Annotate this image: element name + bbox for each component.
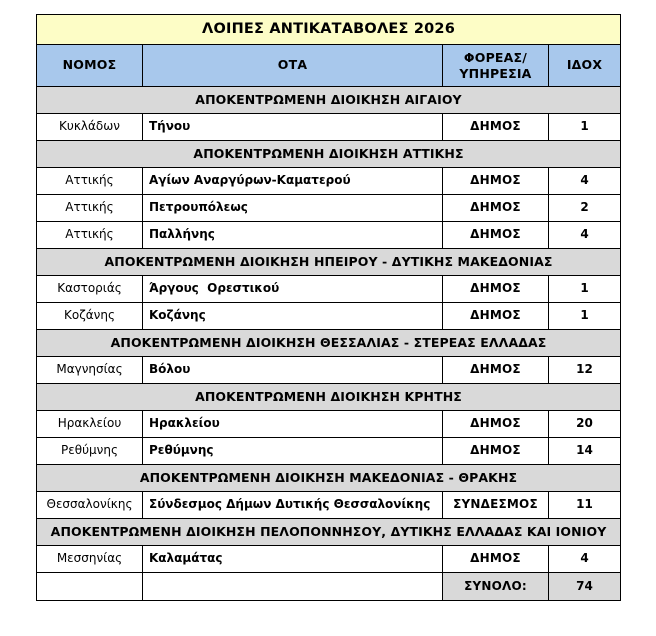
column-header-foreas-line1: ΦΟΡΕΑΣ/ [463,49,528,65]
cell-nomos: Κυκλάδων [37,114,143,141]
table-row [37,546,621,573]
cell-foreas: ΔΗΜΟΣ [443,546,549,573]
cell-ota: Παλλήνης [143,222,443,249]
table-row [37,114,621,141]
cell-ota: Άργους Ορεστικού [143,276,443,303]
section-header-row [37,141,621,168]
cell-ota: Τήνου [143,114,443,141]
cell-nomos: Καστοριάς [37,276,143,303]
section-header-row [37,330,621,357]
total-row [37,573,621,601]
section-header-label: ΑΠΟΚΕΝΤΡΩΜΕΝΗ ΔΙΟΙΚΗΣΗ ΠΕΛΟΠΟΝΝΗΣΟΥ, ΔΥΤΙΚΗΣ ΕΛΛΑΔΑΣ ΚΑΙ ΙΟΝΙΟΥ [37,519,621,546]
report-table-container [36,14,620,601]
table-body [37,87,621,573]
cell-nomos: Μεσσηνίας [37,546,143,573]
cell-ota: Αγίων Αναργύρων-Καματερού [143,168,443,195]
cell-nomos: Θεσσαλονίκης [37,492,143,519]
table-row [37,276,621,303]
section-header-label: ΑΠΟΚΕΝΤΡΩΜΕΝΗ ΔΙΟΙΚΗΣΗ ΑΤΤΙΚΗΣ [37,141,621,168]
cell-idox: 20 [549,411,621,438]
report-table [36,14,621,601]
section-header-label: ΑΠΟΚΕΝΤΡΩΜΕΝΗ ΔΙΟΙΚΗΣΗ ΚΡΗΤΗΣ [37,384,621,411]
cell-foreas: ΔΗΜΟΣ [443,168,549,195]
cell-nomos: Ρεθύμνης [37,438,143,465]
cell-ota: Σύνδεσμος Δήμων Δυτικής Θεσσαλονίκης [143,492,443,519]
cell-foreas: ΔΗΜΟΣ [443,114,549,141]
column-header-foreas [443,45,549,87]
table-row [37,168,621,195]
cell-nomos: Αττικής [37,222,143,249]
cell-nomos: Αττικής [37,195,143,222]
cell-idox: 14 [549,438,621,465]
page-title: ΛΟΙΠΕΣ ΑΝΤΙΚΑΤΑΒΟΛΕΣ 2026 [37,15,621,45]
cell-idox: 1 [549,276,621,303]
cell-foreas: ΔΗΜΟΣ [443,438,549,465]
cell-ota: Κοζάνης [143,303,443,330]
cell-nomos: Κοζάνης [37,303,143,330]
column-header-ota: ΟΤΑ [143,45,443,87]
total-value: 74 [549,573,621,601]
column-header-idox: ΙΔΟΧ [549,45,621,87]
table-row [37,411,621,438]
cell-idox: 4 [549,222,621,249]
section-header-row [37,519,621,546]
table-header [37,15,621,87]
section-header-row [37,249,621,276]
cell-foreas: ΔΗΜΟΣ [443,411,549,438]
section-header-label: ΑΠΟΚΕΝΤΡΩΜΕΝΗ ΔΙΟΙΚΗΣΗ ΜΑΚΕΔΟΝΙΑΣ - ΘΡΑΚΗΣ [37,465,621,492]
cell-foreas: ΔΗΜΟΣ [443,276,549,303]
table-title-row [37,15,621,45]
total-label: ΣΥΝΟΛΟ: [443,573,549,601]
cell-nomos: Ηρακλείου [37,411,143,438]
cell-idox: 2 [549,195,621,222]
cell-idox: 12 [549,357,621,384]
cell-foreas: ΔΗΜΟΣ [443,222,549,249]
cell-nomos: Αττικής [37,168,143,195]
table-row [37,438,621,465]
section-header-label: ΑΠΟΚΕΝΤΡΩΜΕΝΗ ΔΙΟΙΚΗΣΗ ΘΕΣΣΑΛΙΑΣ - ΣΤΕΡΕΑΣ ΕΛΛΑΔΑΣ [37,330,621,357]
table-row [37,195,621,222]
table-footer [37,573,621,601]
cell-foreas: ΔΗΜΟΣ [443,195,549,222]
cell-foreas: ΔΗΜΟΣ [443,303,549,330]
column-header-nomos: ΝΟΜΟΣ [37,45,143,87]
cell-ota: Ηρακλείου [143,411,443,438]
column-header-row [37,45,621,87]
table-row [37,492,621,519]
total-spacer-ota [143,573,443,601]
total-spacer-nomos [37,573,143,601]
section-header-label: ΑΠΟΚΕΝΤΡΩΜΕΝΗ ΔΙΟΙΚΗΣΗ ΗΠΕΙΡΟΥ - ΔΥΤΙΚΗΣ ΜΑΚΕΔΟΝΙΑΣ [37,249,621,276]
cell-ota: Καλαμάτας [143,546,443,573]
section-header-label: ΑΠΟΚΕΝΤΡΩΜΕΝΗ ΔΙΟΙΚΗΣΗ ΑΙΓΑΙΟΥ [37,87,621,114]
table-row [37,303,621,330]
cell-nomos: Μαγνησίας [37,357,143,384]
cell-idox: 11 [549,492,621,519]
section-header-row [37,384,621,411]
section-header-row [37,465,621,492]
cell-idox: 1 [549,114,621,141]
cell-idox: 1 [549,303,621,330]
cell-ota: Πετρουπόλεως [143,195,443,222]
table-row [37,357,621,384]
cell-idox: 4 [549,168,621,195]
cell-ota: Ρεθύμνης [143,438,443,465]
cell-foreas: ΣΥΝΔΕΣΜΟΣ [443,492,549,519]
section-header-row [37,87,621,114]
column-header-foreas-line2: ΥΠΗΡΕΣΙΑ [459,65,532,81]
cell-foreas: ΔΗΜΟΣ [443,357,549,384]
cell-ota: Βόλου [143,357,443,384]
cell-idox: 4 [549,546,621,573]
table-row [37,222,621,249]
